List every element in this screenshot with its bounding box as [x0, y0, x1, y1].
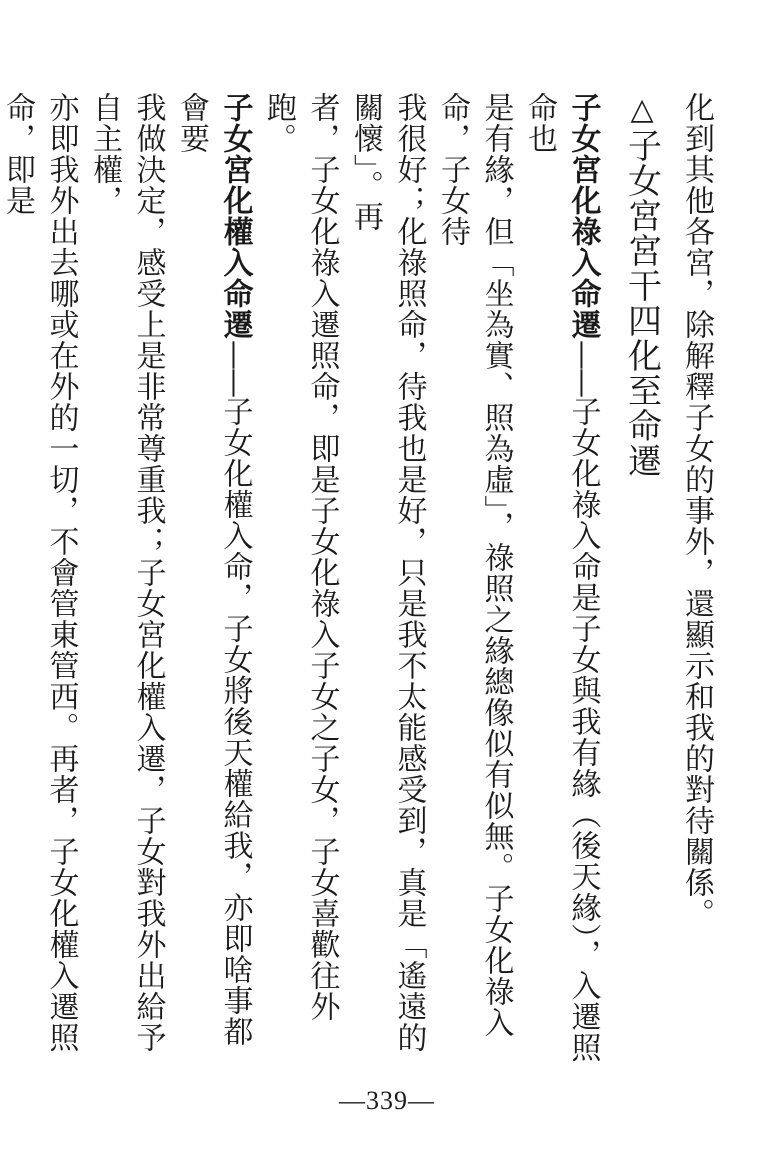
paragraph-text: 子女化權入命，子女將後天權給我，亦即啥事都會要 [174, 92, 253, 1047]
paragraph-lu-line-3: 我很好；化祿照命，待我也是好，只是我不太能感受到，真是「遙遠的關懷」。再 [348, 92, 427, 1053]
intro-line: 化到其他各宮，除解釋子女的事外，還顯示和我的對待關係。 [679, 92, 714, 929]
paragraph-quan-line-3: 亦即我外出去哪或在外的一切，不會管東管西。再者，子女化權入遷照命，即是 [0, 92, 79, 1053]
section-heading [609, 92, 675, 1077]
em-dash: —— [217, 340, 253, 396]
em-dash: —— [565, 340, 601, 396]
section-heading-title: 子女宮宮干四化至命遷 [621, 128, 662, 478]
subtitle-lu: 子女宮化祿入命遷 [565, 92, 601, 340]
paragraph-lu-line-2: 是有緣，但「坐為實、照為虛」，祿照之緣總像似有似無。子女化祿入命，子女待 [435, 92, 514, 1038]
page-number: —339— [339, 1086, 435, 1115]
paragraph-lu-line-1 [518, 92, 605, 1077]
paragraph-text: 子女化祿入命是子女與我有緣（後天緣），入遷照命也 [522, 92, 601, 1063]
paragraph-lu-line-4: 者，子女化祿入遷照命，即是子女化祿入子女之子女，子女喜歡往外跑。 [261, 92, 340, 1022]
triangle-icon: △ [624, 92, 660, 128]
vertical-text-body [0, 92, 718, 1077]
paragraph-quan-line-2: 我做決定，感受上是非常尊重我；子女宮化權入遷，子女對我外出給予自主權， [87, 92, 166, 1053]
paragraph-quan-line-1 [170, 92, 257, 1077]
subtitle-quan: 子女宮化權入命遷 [217, 92, 253, 340]
